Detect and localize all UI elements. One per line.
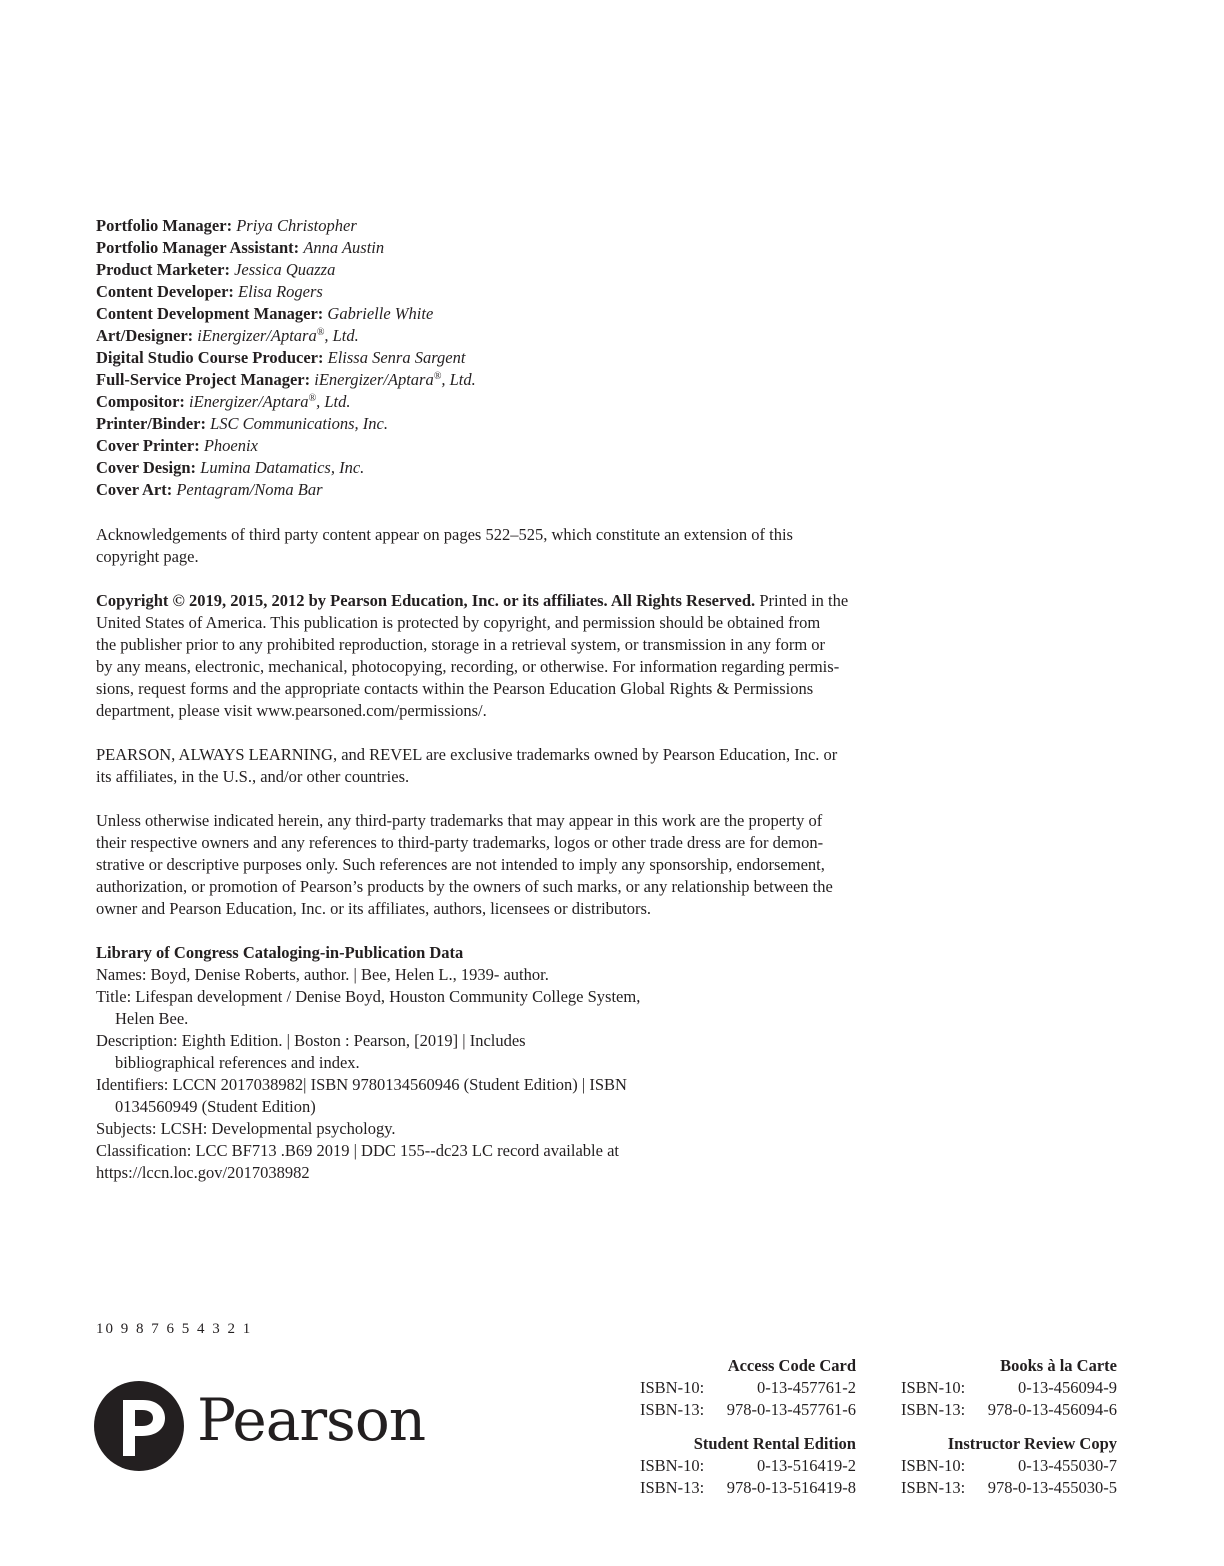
credit-role: Compositor: xyxy=(96,392,185,411)
copyright-statement: Copyright © 2019, 2015, 2012 by Pearson Education, Inc. or its affiliates. All Rights Reserved. xyxy=(96,591,756,610)
credit-name-text: iEnergizer/Aptara xyxy=(189,392,309,411)
credit-role: Cover Design: xyxy=(96,458,197,477)
third-party-trademarks-paragraph xyxy=(96,810,996,920)
credit-role: Art/Designer: xyxy=(96,326,194,345)
credit-line xyxy=(96,347,996,369)
isbn-label: ISBN-10: xyxy=(640,1378,705,1397)
text-line: PEARSON, ALWAYS LEARNING, and REVEL are exclusive trademarks owned by Pearson Education, Inc. or xyxy=(96,745,838,764)
cip-entry-title xyxy=(96,986,996,1030)
cip-entry-url[interactable] xyxy=(96,1162,996,1184)
text-fragment: Printed in the xyxy=(755,591,849,610)
cip-entry-names xyxy=(96,964,996,986)
text-line: authorization, or promotion of Pearson’s products by the owners of such marks, or any relationship between the xyxy=(96,877,833,896)
credit-name-suffix: , Ltd. xyxy=(316,392,351,411)
isbn-box-title: Access Code Card xyxy=(727,1356,856,1375)
isbn-value: 0-13-516419-2 xyxy=(757,1456,856,1475)
credit-name-text: iEnergizer/Aptara xyxy=(314,370,434,389)
credit-role: Cover Printer: xyxy=(96,436,200,455)
cip-entry-description xyxy=(96,1030,996,1074)
credit-name: Priya Christopher xyxy=(236,216,357,235)
isbn13-row xyxy=(901,1399,1117,1421)
credit-line xyxy=(96,237,996,259)
isbn-box-title: Student Rental Edition xyxy=(693,1434,856,1453)
isbn-label: ISBN-10: xyxy=(640,1456,705,1475)
cip-text: Description: Eighth Edition. | Boston : Pearson, [2019] | Includes xyxy=(96,1031,526,1050)
text-line: department, please visit www.pearsoned.com/permissions/. xyxy=(96,701,487,720)
credit-role: Portfolio Manager Assistant: xyxy=(96,238,300,257)
text-line: Acknowledgements of third party content appear on pages 522–525, which constitute an extension of this xyxy=(96,525,793,544)
credit-name: Elisa Rogers xyxy=(238,282,323,301)
cip-text: Subjects: LCSH: Developmental psychology. xyxy=(96,1119,396,1138)
isbn-value: 0-13-457761-2 xyxy=(757,1378,856,1397)
isbn13-row xyxy=(640,1399,856,1421)
isbn-student-rental-edition xyxy=(640,1433,856,1499)
credit-line xyxy=(96,435,996,457)
isbn10-row xyxy=(901,1455,1117,1477)
text-line: sions, request forms and the appropriate contacts within the Pearson Education Global Rights & Permissions xyxy=(96,679,814,698)
isbn-value: 0-13-455030-7 xyxy=(1018,1456,1117,1475)
credit-line xyxy=(96,215,996,237)
credit-role: Digital Studio Course Producer: xyxy=(96,348,324,367)
isbn-label: ISBN-13: xyxy=(640,1478,705,1497)
credit-line xyxy=(96,303,996,325)
acknowledgements-paragraph xyxy=(96,524,996,568)
credit-name: Gabrielle White xyxy=(327,304,434,323)
cip-text: Identifiers: LCCN 2017038982| ISBN 9780134560946 (Student Edition) | ISBN xyxy=(96,1075,627,1094)
cip-heading: Library of Congress Cataloging-in-Publication Data xyxy=(96,943,464,962)
credit-name: LSC Communications, Inc. xyxy=(210,414,388,433)
credit-name: Elissa Senra Sargent xyxy=(327,348,466,367)
isbn-value: 978-0-13-457761-6 xyxy=(726,1400,856,1419)
text-line: by any means, electronic, mechanical, photocopying, recording, or otherwise. For information regarding permis- xyxy=(96,657,840,676)
text-line: owner and Pearson Education, Inc. or its affiliates, authors, licensees or distributors. xyxy=(96,899,652,918)
cip-text: Title: Lifespan development / Denise Boyd, Houston Community College System, xyxy=(96,987,641,1006)
cip-text: bibliographical references and index. xyxy=(115,1053,360,1072)
credit-name: Phoenix xyxy=(203,436,258,455)
credit-line xyxy=(96,479,996,501)
text-line: copyright page. xyxy=(96,547,199,566)
credit-role: Product Marketer: xyxy=(96,260,230,279)
isbn-box-title: Books à la Carte xyxy=(1000,1356,1117,1375)
text-line: Unless otherwise indicated herein, any third-party trademarks that may appear in this work are the property of xyxy=(96,811,823,830)
text-line: the publisher prior to any prohibited reproduction, storage in a retrieval system, or transmission in any form or xyxy=(96,635,826,654)
pearson-logo xyxy=(93,1378,426,1474)
printing-number-line: 10 9 8 7 6 5 4 3 2 1 xyxy=(96,1321,253,1337)
cip-entry-subjects xyxy=(96,1118,996,1140)
credit-role: Printer/Binder: xyxy=(96,414,206,433)
credit-name: Anna Austin xyxy=(303,238,385,257)
copyright-paragraph xyxy=(96,590,996,722)
isbn10-row xyxy=(640,1377,856,1399)
credit-line xyxy=(96,369,996,391)
isbn10-row xyxy=(901,1377,1117,1399)
isbn10-row xyxy=(640,1455,856,1477)
isbn-instructor-review-copy xyxy=(901,1433,1117,1499)
isbn-label: ISBN-10: xyxy=(901,1378,966,1397)
credit-name-text: iEnergizer/Aptara xyxy=(197,326,317,345)
credit-line xyxy=(96,281,996,303)
credit-name xyxy=(197,326,358,345)
isbn-access-code-card xyxy=(640,1355,856,1421)
text-line: its affiliates, in the U.S., and/or other countries. xyxy=(96,767,410,786)
credits-list xyxy=(96,215,996,501)
isbn-value: 978-0-13-456094-6 xyxy=(987,1400,1117,1419)
cip-text: 0134560949 (Student Edition) xyxy=(115,1097,316,1116)
credit-name: Pentagram/Noma Bar xyxy=(176,480,323,499)
pearson-p-logo-icon xyxy=(93,1380,185,1472)
credit-name: Jessica Quazza xyxy=(234,260,336,279)
text-line: strative or descriptive purposes only. Such references are not intended to imply any sponsorship, endorsement, xyxy=(96,855,825,874)
text-line xyxy=(96,590,996,612)
isbn-books-a-la-carte xyxy=(901,1355,1117,1421)
credit-name xyxy=(189,392,350,411)
isbn-value: 0-13-456094-9 xyxy=(1018,1378,1117,1397)
credit-role: Portfolio Manager: xyxy=(96,216,233,235)
isbn-box-title: Instructor Review Copy xyxy=(947,1434,1117,1453)
credit-name xyxy=(314,370,475,389)
credit-role: Cover Art: xyxy=(96,480,173,499)
isbn-label: ISBN-10: xyxy=(901,1456,966,1475)
registered-mark: ® xyxy=(433,371,442,382)
credit-name: Lumina Datamatics, Inc. xyxy=(200,458,365,477)
cip-text: Helen Bee. xyxy=(115,1009,189,1028)
isbn-label: ISBN-13: xyxy=(901,1400,966,1419)
cip-entry-identifiers xyxy=(96,1074,996,1118)
credit-role: Full-Service Project Manager: xyxy=(96,370,311,389)
isbn13-row xyxy=(640,1477,856,1499)
text-line: their respective owners and any references to third-party trademarks, logos or other trade dress are for demon- xyxy=(96,833,824,852)
isbn-label: ISBN-13: xyxy=(640,1400,705,1419)
cip-text: Classification: LCC BF713 .B69 2019 | DDC 155--dc23 LC record available at xyxy=(96,1141,619,1160)
credit-line xyxy=(96,325,996,347)
credit-name-suffix: , Ltd. xyxy=(441,370,476,389)
lccn-link[interactable]: https://lccn.loc.gov/2017038982 xyxy=(96,1163,310,1182)
cip-text: Names: Boyd, Denise Roberts, author. | Bee, Helen L., 1939- author. xyxy=(96,965,549,984)
isbn-value: 978-0-13-455030-5 xyxy=(987,1478,1117,1497)
isbn13-row xyxy=(901,1477,1117,1499)
credit-role: Content Developer: xyxy=(96,282,234,301)
credit-line xyxy=(96,391,996,413)
credit-role: Content Development Manager: xyxy=(96,304,324,323)
pearson-wordmark: Pearson xyxy=(197,1386,426,1454)
trademarks-paragraph xyxy=(96,744,996,788)
registered-mark: ® xyxy=(308,393,317,404)
registered-mark: ® xyxy=(316,327,325,338)
credit-line xyxy=(96,259,996,281)
credit-line xyxy=(96,457,996,479)
text-line: United States of America. This publication is protected by copyright, and permission should be obtained from xyxy=(96,613,821,632)
credit-name-suffix: , Ltd. xyxy=(324,326,359,345)
isbn-value: 978-0-13-516419-8 xyxy=(726,1478,856,1497)
credit-line xyxy=(96,413,996,435)
isbn-label: ISBN-13: xyxy=(901,1478,966,1497)
cip-data xyxy=(96,942,996,1184)
cip-entry-classification xyxy=(96,1140,996,1162)
